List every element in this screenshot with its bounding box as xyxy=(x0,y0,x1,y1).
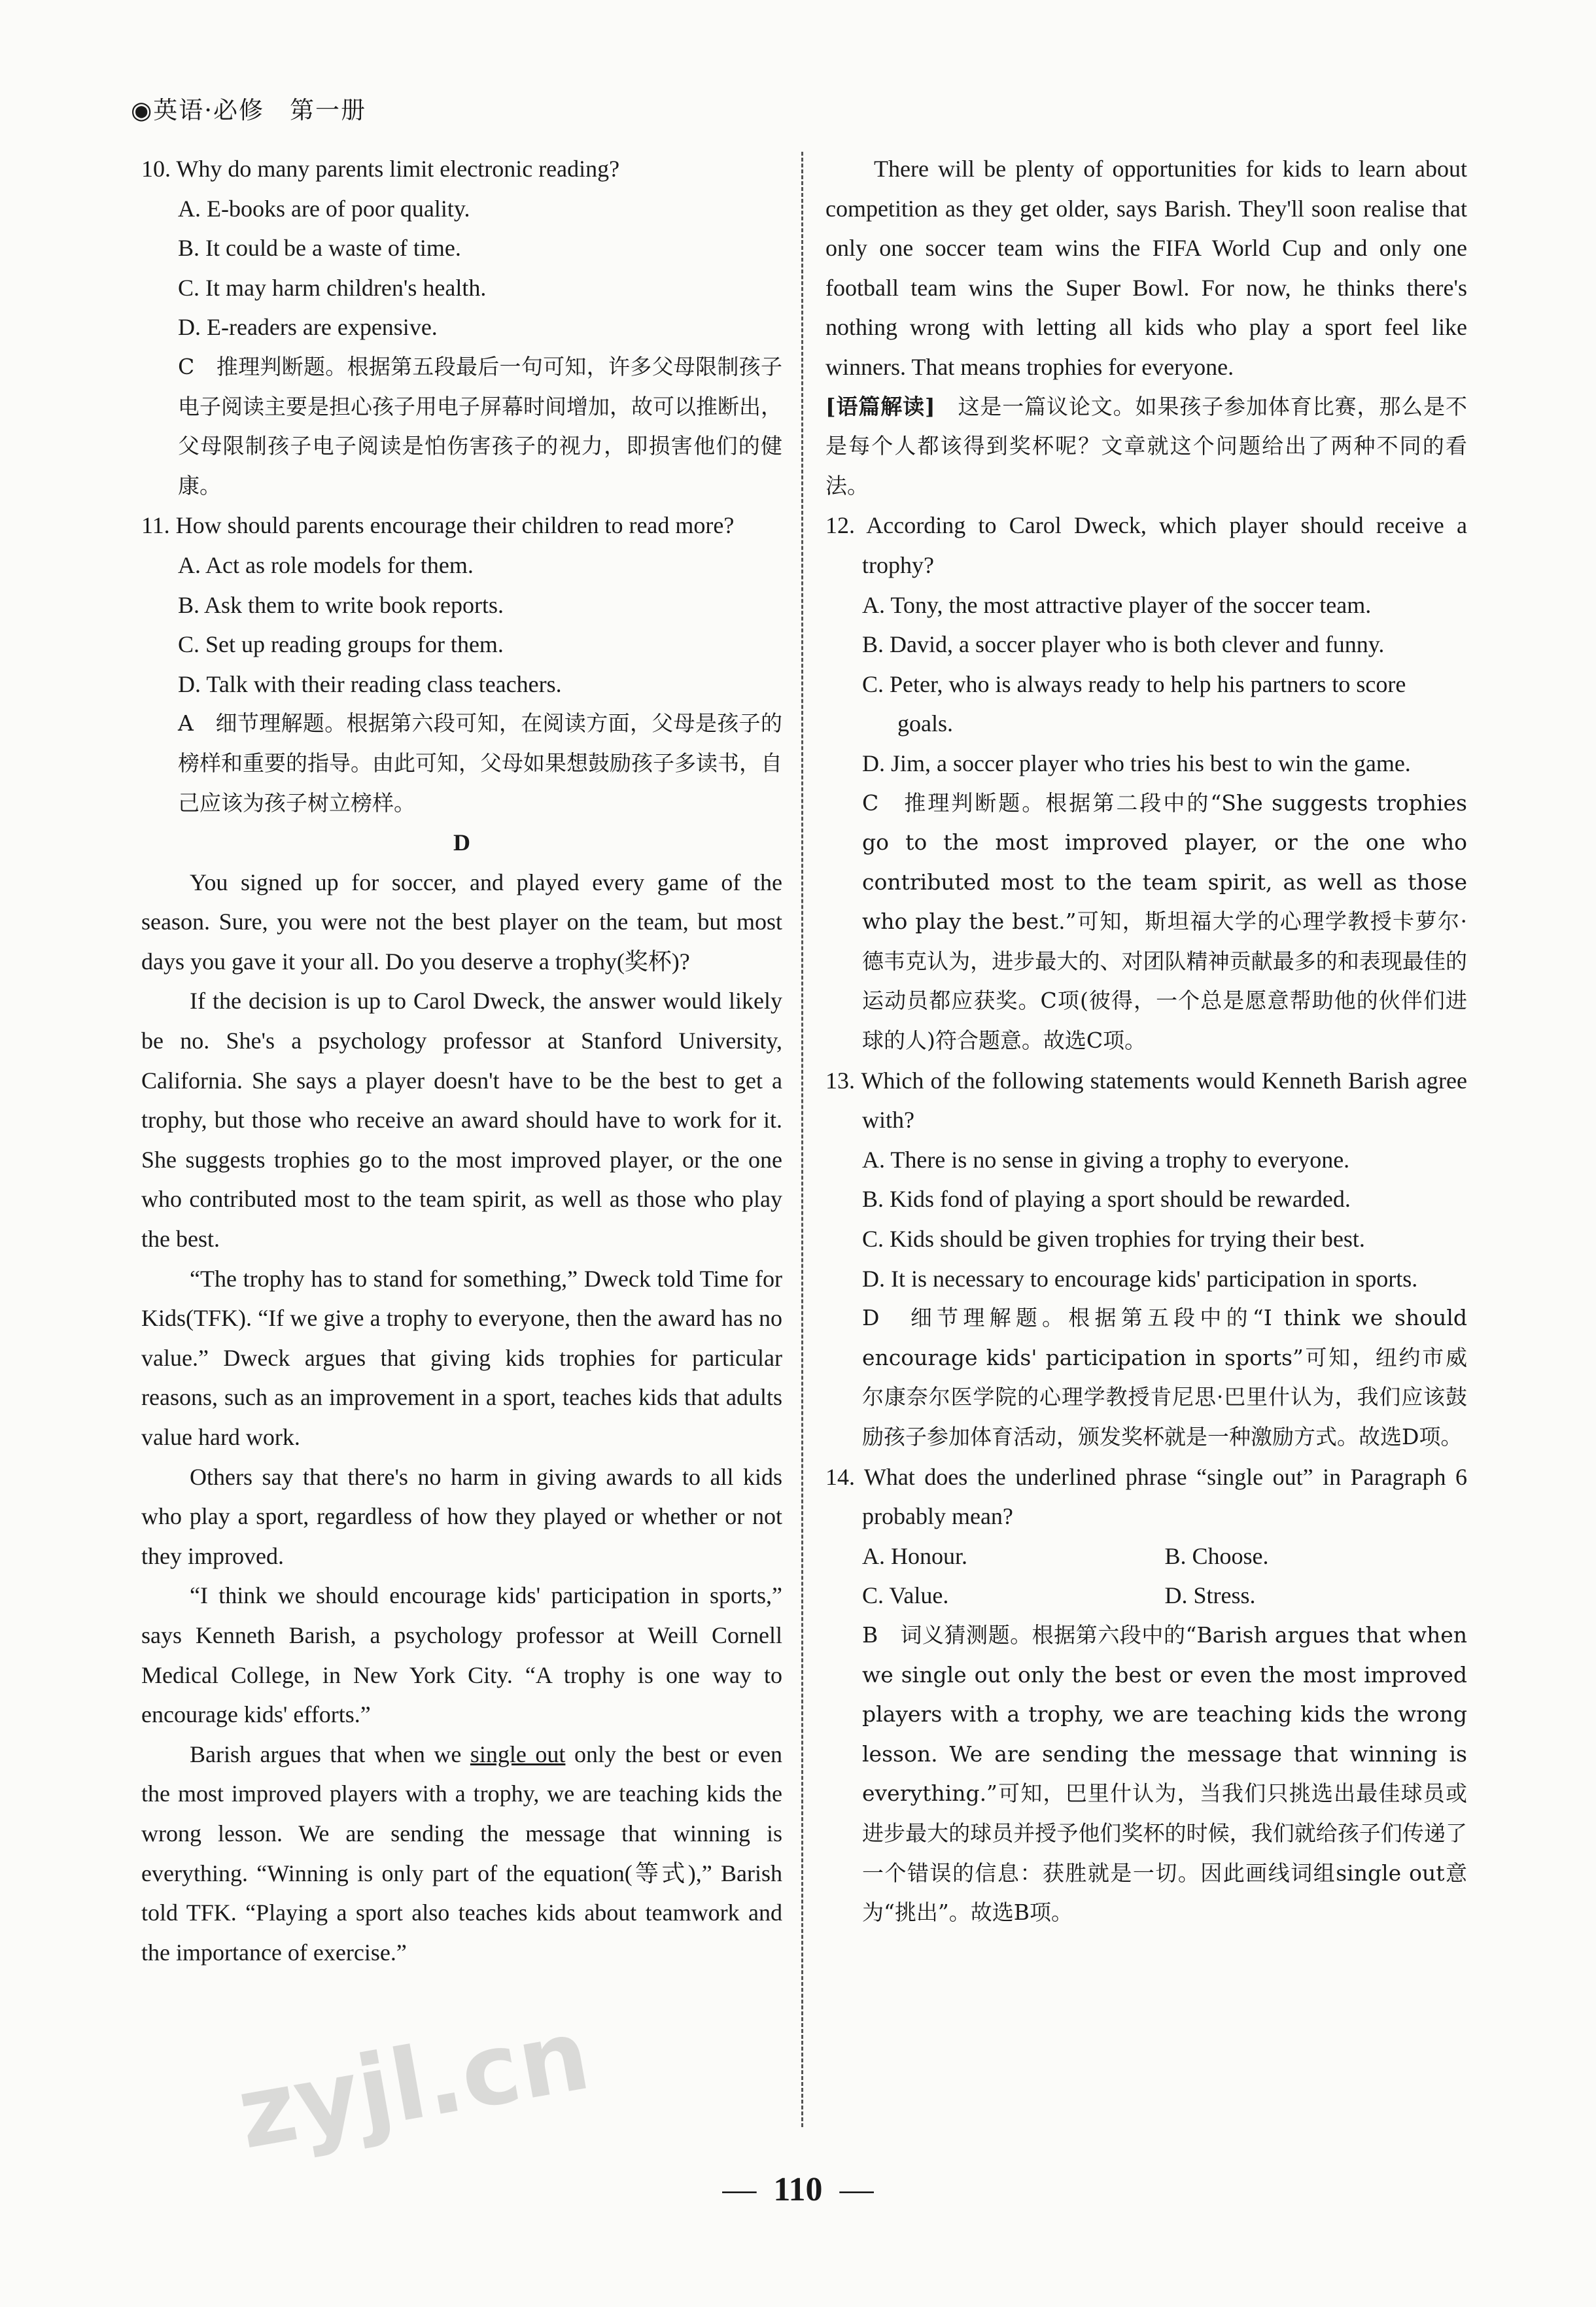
underlined-phrase: single out xyxy=(470,1741,566,1767)
paragraph-6-rest: only the best or even the most improved players with a trophy, we are teaching kids the wrong lesson. We are sending the message that winning is everything. “Winning is only part of the equation(等式),” Barish told TFK. “Playing a sport also teaches kids about teamwork and the importance of exercise.” xyxy=(141,1741,782,1966)
question-13-option-a: A. There is no sense in giving a trophy to everyone. xyxy=(862,1146,1350,1173)
question-11-stem: 11. How should parents encourage their children to read more? xyxy=(141,512,735,539)
left-column xyxy=(141,149,782,1972)
question-13-option-b: B. Kids fond of playing a sport should be rewarded. xyxy=(862,1186,1351,1213)
passage-paragraph-1: You signed up for soccer, and played every game of the season. Sure, you were not the best player on the team, but most days you gave it your all. Do you deserve a trophy(奖杯)? xyxy=(141,869,782,975)
section-title: D xyxy=(453,829,470,856)
question-11-option-c: C. Set up reading groups for them. xyxy=(178,631,504,658)
question-14-options-row-2 xyxy=(825,1576,1467,1616)
question-14-option-d: D. Stress. xyxy=(1164,1582,1256,1609)
question-13-option-d: D. It is necessary to encourage kids' participation in sports. xyxy=(862,1265,1418,1292)
question-13-stem: 13. Which of the following statements would Kenneth Barish agree with? xyxy=(825,1067,1467,1134)
question-11-answer: A 细节理解题。根据第六段可知，在阅读方面，父母是孩子的榜样和重要的指导。由此可知，父母如果想鼓励孩子多读书，自己应该为孩子树立榜样。 xyxy=(178,710,782,816)
question-14-option-c: C. Value. xyxy=(862,1582,949,1609)
page-number: — 110 — xyxy=(722,2171,874,2208)
question-10-option-b: B. It could be a waste of time. xyxy=(178,235,461,262)
passage-paragraph-2: If the decision is up to Carol Dweck, the answer would likely be no. She's a psychology professor at Stanford University, California. She says a player doesn't have to be the best to get a trophy, but those who receive an award should have to work for it. She suggests trophies go to the most improved player, or the one who contributed most to the team spirit, as well as those who play the best. xyxy=(141,988,782,1253)
page-header: ◉英语·必修 第一册 xyxy=(131,96,367,124)
passage-paragraph-3: “The trophy has to stand for something,” Dweck told Time for Kids(TFK). “If we give a trophy to everyone, then the award has no value.” Dweck argues that giving kids trophies for particular reasons, such as an improvement in a sport, teaches kids that adults value hard work. xyxy=(141,1265,782,1450)
question-12-option-a: A. Tony, the most attractive player of the soccer team. xyxy=(862,591,1372,618)
discourse-analysis-text: 这是一篇议论文。如果孩子参加体育比赛，那么是不是每个人都该得到奖杯呢？文章就这个问题给出了两种不同的看法。 xyxy=(825,393,1467,498)
column-divider xyxy=(801,152,803,2127)
question-10-answer: C 推理判断题。根据第五段最后一句可知，许多父母限制孩子电子阅读主要是担心孩子用电子屏幕时间增加，故可以推断出，父母限制孩子电子阅读是怕伤害孩子的视力，即损害他们的健康。 xyxy=(178,353,782,498)
question-11-option-a: A. Act as role models for them. xyxy=(178,551,474,578)
question-14-answer: B 词义猜测题。根据第六段中的“Barish argues that when we single out only the best or even the most improved players with a trophy, we are teaching kids the wrong lesson. We are sending the message that winning is everything.”可知，巴里什认为，当我们只挑选出最佳球员或进步最大的球员并授予他们奖杯的时候，我们就给孩子们传递了一个错误的信息：获胜就是一切。因此画线词组single out意为“挑出”。故选B项。 xyxy=(862,1622,1467,1926)
question-12-option-c: C. Peter, who is always ready to help his partners to score goals. xyxy=(862,670,1406,737)
question-10-option-c: C. It may harm children's health. xyxy=(178,274,487,301)
paragraph-6-start: Barish argues that when we xyxy=(190,1741,470,1767)
discourse-analysis-label: [语篇解读] xyxy=(825,393,935,419)
page-number-value: 110 xyxy=(773,2171,823,2208)
passage-paragraph-6 xyxy=(141,1735,782,1973)
question-12-option-d: D. Jim, a soccer player who tries his best to win the game. xyxy=(862,750,1411,776)
question-13-answer: D 细节理解题。根据第五段中的“I think we should encourage kids' participation in sports”可知，纽约市威尔康奈尔医学院的心理学教授肯尼思·巴里什认为，我们应该鼓励孩子参加体育活动，颁发奖杯就是一种激励方式。故选D项。 xyxy=(862,1305,1467,1449)
question-10-option-d: D. E-readers are expensive. xyxy=(178,314,438,341)
right-column xyxy=(825,149,1467,1933)
question-13-option-c: C. Kids should be given trophies for trying their best. xyxy=(862,1226,1365,1253)
question-14-option-a: A. Honour. xyxy=(862,1542,967,1569)
question-14-options-row-1 xyxy=(825,1536,1467,1576)
question-11-option-d: D. Talk with their reading class teachers. xyxy=(178,670,562,697)
question-10-option-a: A. E-books are of poor quality. xyxy=(178,195,470,222)
question-12-option-b: B. David, a soccer player who is both clever and funny. xyxy=(862,631,1385,658)
question-14-option-b: B. Choose. xyxy=(1164,1542,1269,1569)
question-12-stem: 12. According to Carol Dweck, which player should receive a trophy? xyxy=(825,512,1467,578)
question-10-stem: 10. Why do many parents limit electronic reading? xyxy=(141,156,620,182)
discourse-analysis xyxy=(825,387,1467,506)
question-11-option-b: B. Ask them to write book reports. xyxy=(178,591,504,618)
passage-paragraph-7: There will be plenty of opportunities for kids to learn about competition as they get older, says Barish. They'll soon realise that only one soccer team wins the FIFA World Cup and only one football team wins the Super Bowl. For now, he thinks there's nothing wrong with letting all kids who play a sport feel like winners. That means trophies for everyone. xyxy=(825,156,1467,380)
watermark: zyjl.cn xyxy=(229,1998,598,2172)
question-14-stem: 14. What does the underlined phrase “single out” in Paragraph 6 probably mean? xyxy=(825,1463,1467,1530)
passage-paragraph-4: Others say that there's no harm in giving awards to all kids who play a sport, regardless of how they played or whether or not they improved. xyxy=(141,1463,782,1569)
passage-paragraph-5: “I think we should encourage kids' participation in sports,” says Kenneth Barish, a psychology professor at Weill Cornell Medical College, in New York City. “A trophy is one way to encourage kids' efforts.” xyxy=(141,1582,782,1728)
question-12-answer: C 推理判断题。根据第二段中的“She suggests trophies go to the most improved player, or the one who contributed most to the team spirit, as well as those who play the best.”可知，斯坦福大学的心理学教授卡萝尔·德韦克认为，进步最大的、对团队精神贡献最多的和表现最佳的运动员都应获奖。C项(彼得，一个总是愿意帮助他的伙伴们进球的人)符合题意。故选C项。 xyxy=(862,789,1467,1054)
